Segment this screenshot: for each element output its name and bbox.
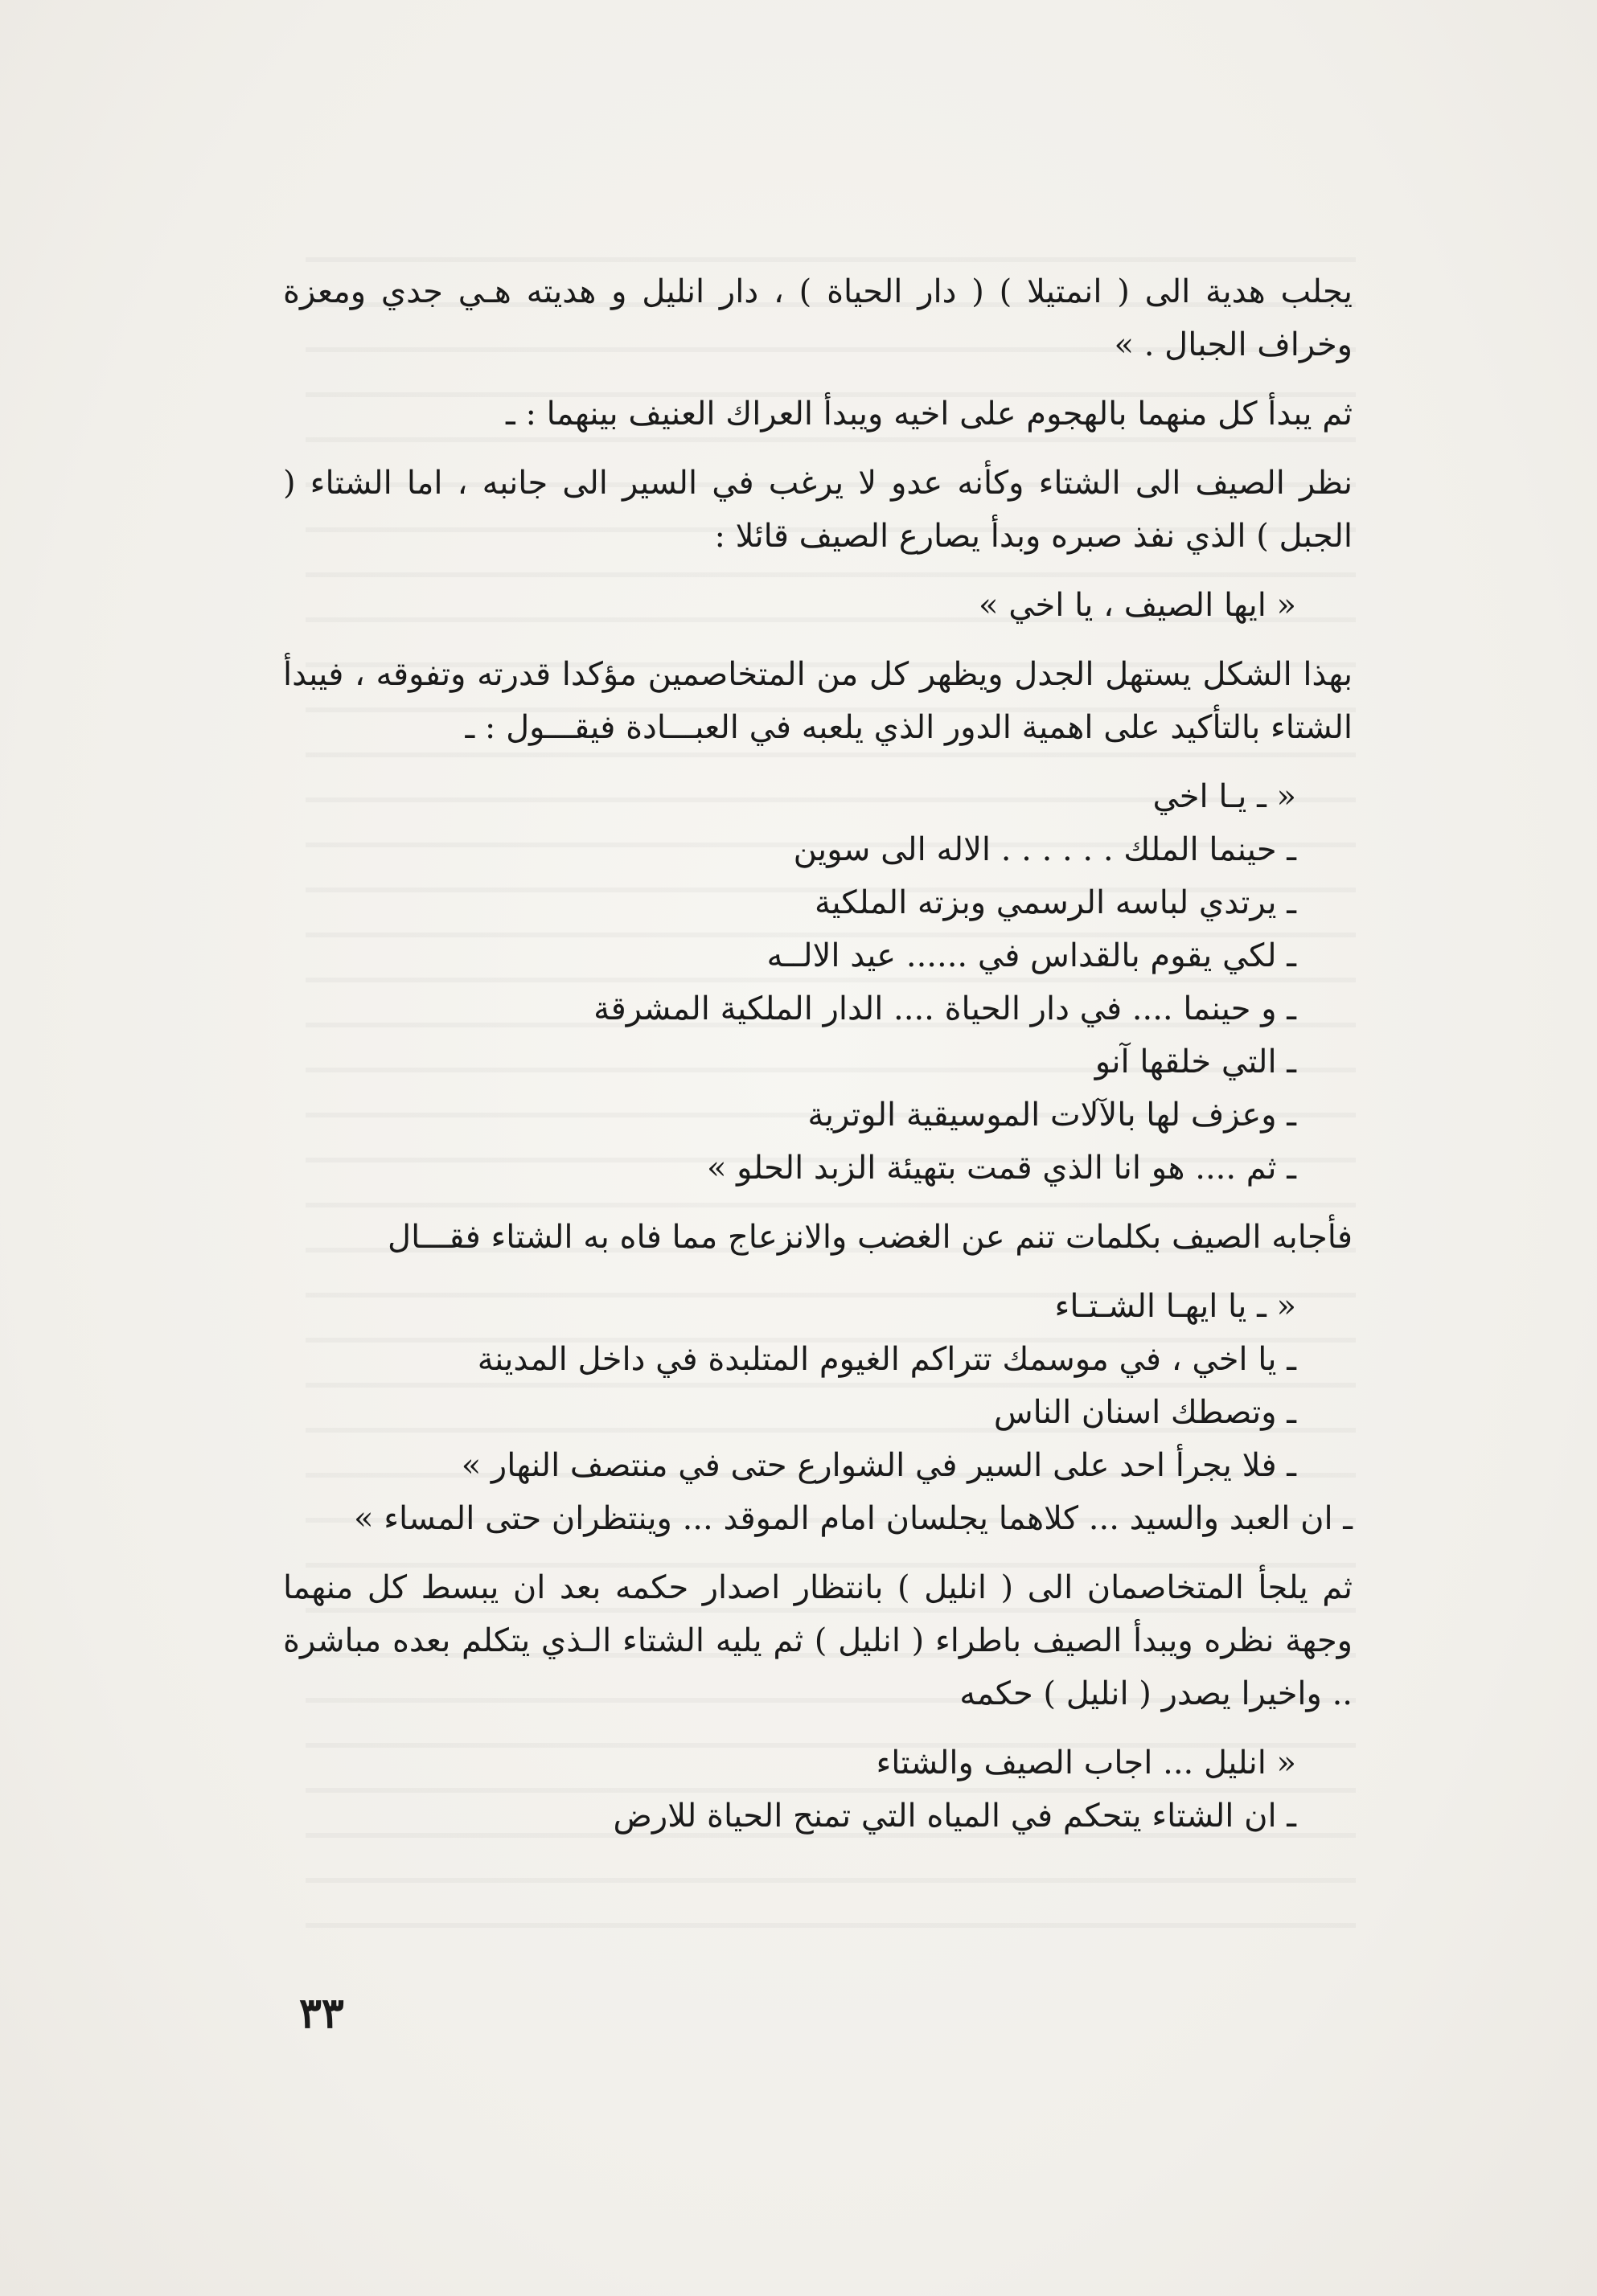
verse-line: ـ و حينما .... في دار الحياة .... الدار الملكية المشرقة [593, 990, 1296, 1027]
paragraph: فأجابه الصيف بكلمات تنم عن الغضب والانزعاج مما فاه به الشتاء فقـــال [388, 1219, 1353, 1256]
verse-line: ـ ان الشتاء يتحكم في المياه التي تمنح الحياة للارض [613, 1798, 1296, 1835]
verse-line: ـ حينما الملك . . . . . . الاله الى سوين [793, 831, 1296, 868]
verse-line: ـ وتصطك اسنان الناس [993, 1394, 1296, 1431]
verse-line: « ايها الصيف ، يا اخي » [979, 587, 1296, 624]
verse-line: ـ لكي يقوم بالقداس في ...... عيد الالــه [766, 937, 1296, 974]
paragraph: يجلب هدية الى ( انمتيلا ) ( دار الحياة ) ، دار انليل و هديته هـي جدي ومعزة وخراف الجبال . » [283, 273, 1353, 363]
paragraph: بهذا الشكل يستهل الجدل ويظهر كل من المتخاصمين مؤكدا قدرته وتفوقه ، فيبدأ الشتاء بالتأكيد على اهمية الدور الذي يلعبه في العبـــادة فيقـــول : ـ [283, 656, 1353, 746]
verse-line: « ـ يـا اخي [1152, 778, 1296, 815]
body-text [283, 265, 1353, 1843]
verse-line: « انليل ... اجاب الصيف والشتاء [876, 1745, 1296, 1781]
verse-line: « ـ يا ايهـا الشـتـاء [1054, 1288, 1296, 1325]
paragraph: ـ ان العبد والسيد ... كلاهما يجلسان امام الموقد ... وينتظران حتى المساء » [354, 1500, 1353, 1537]
page-number: ٣٣ [299, 1989, 344, 2038]
verse-line: ـ يرتدي لباسه الرسمي وبزته الملكية [814, 884, 1296, 921]
verse-line: ـ فلا يجرأ احد على السير في الشوارع حتى في منتصف النهار » [461, 1447, 1296, 1484]
verse-line: ـ وعزف لها بالآلات الموسيقية الوترية [807, 1097, 1296, 1134]
paragraph: ثم يلجأ المتخاصمان الى ( انليل ) بانتظار اصدار حكمه بعد ان يبسط كل منهما وجهة نظره ويبدأ الصيف باطراء ( انليل ) ثم يليه الشتاء الـذي يتكلم بعده مباشرة .. واخيرا يصدر ( انليل ) حكمه [283, 1569, 1353, 1712]
verse-line: ـ ثم .... هو انا الذي قمت بتهيئة الزبد الحلو » [706, 1150, 1296, 1187]
paragraph: ثم يبدأ كل منهما بالهجوم على اخيه ويبدأ العراك العنيف بينهما : ـ [506, 396, 1353, 433]
verse-line: ـ يا اخي ، في موسمك تتراكم الغيوم المتلبدة في داخل المدينة [477, 1341, 1296, 1378]
paragraph: نظر الصيف الى الشتاء وكأنه عدو لا يرغب في السير الى جانبه ، اما الشتاء ( الجبل ) الذي نفذ صبره وبدأ يصارع الصيف قائلا : [283, 465, 1353, 555]
verse-line: ـ التي خلقها آنو [1094, 1043, 1296, 1080]
